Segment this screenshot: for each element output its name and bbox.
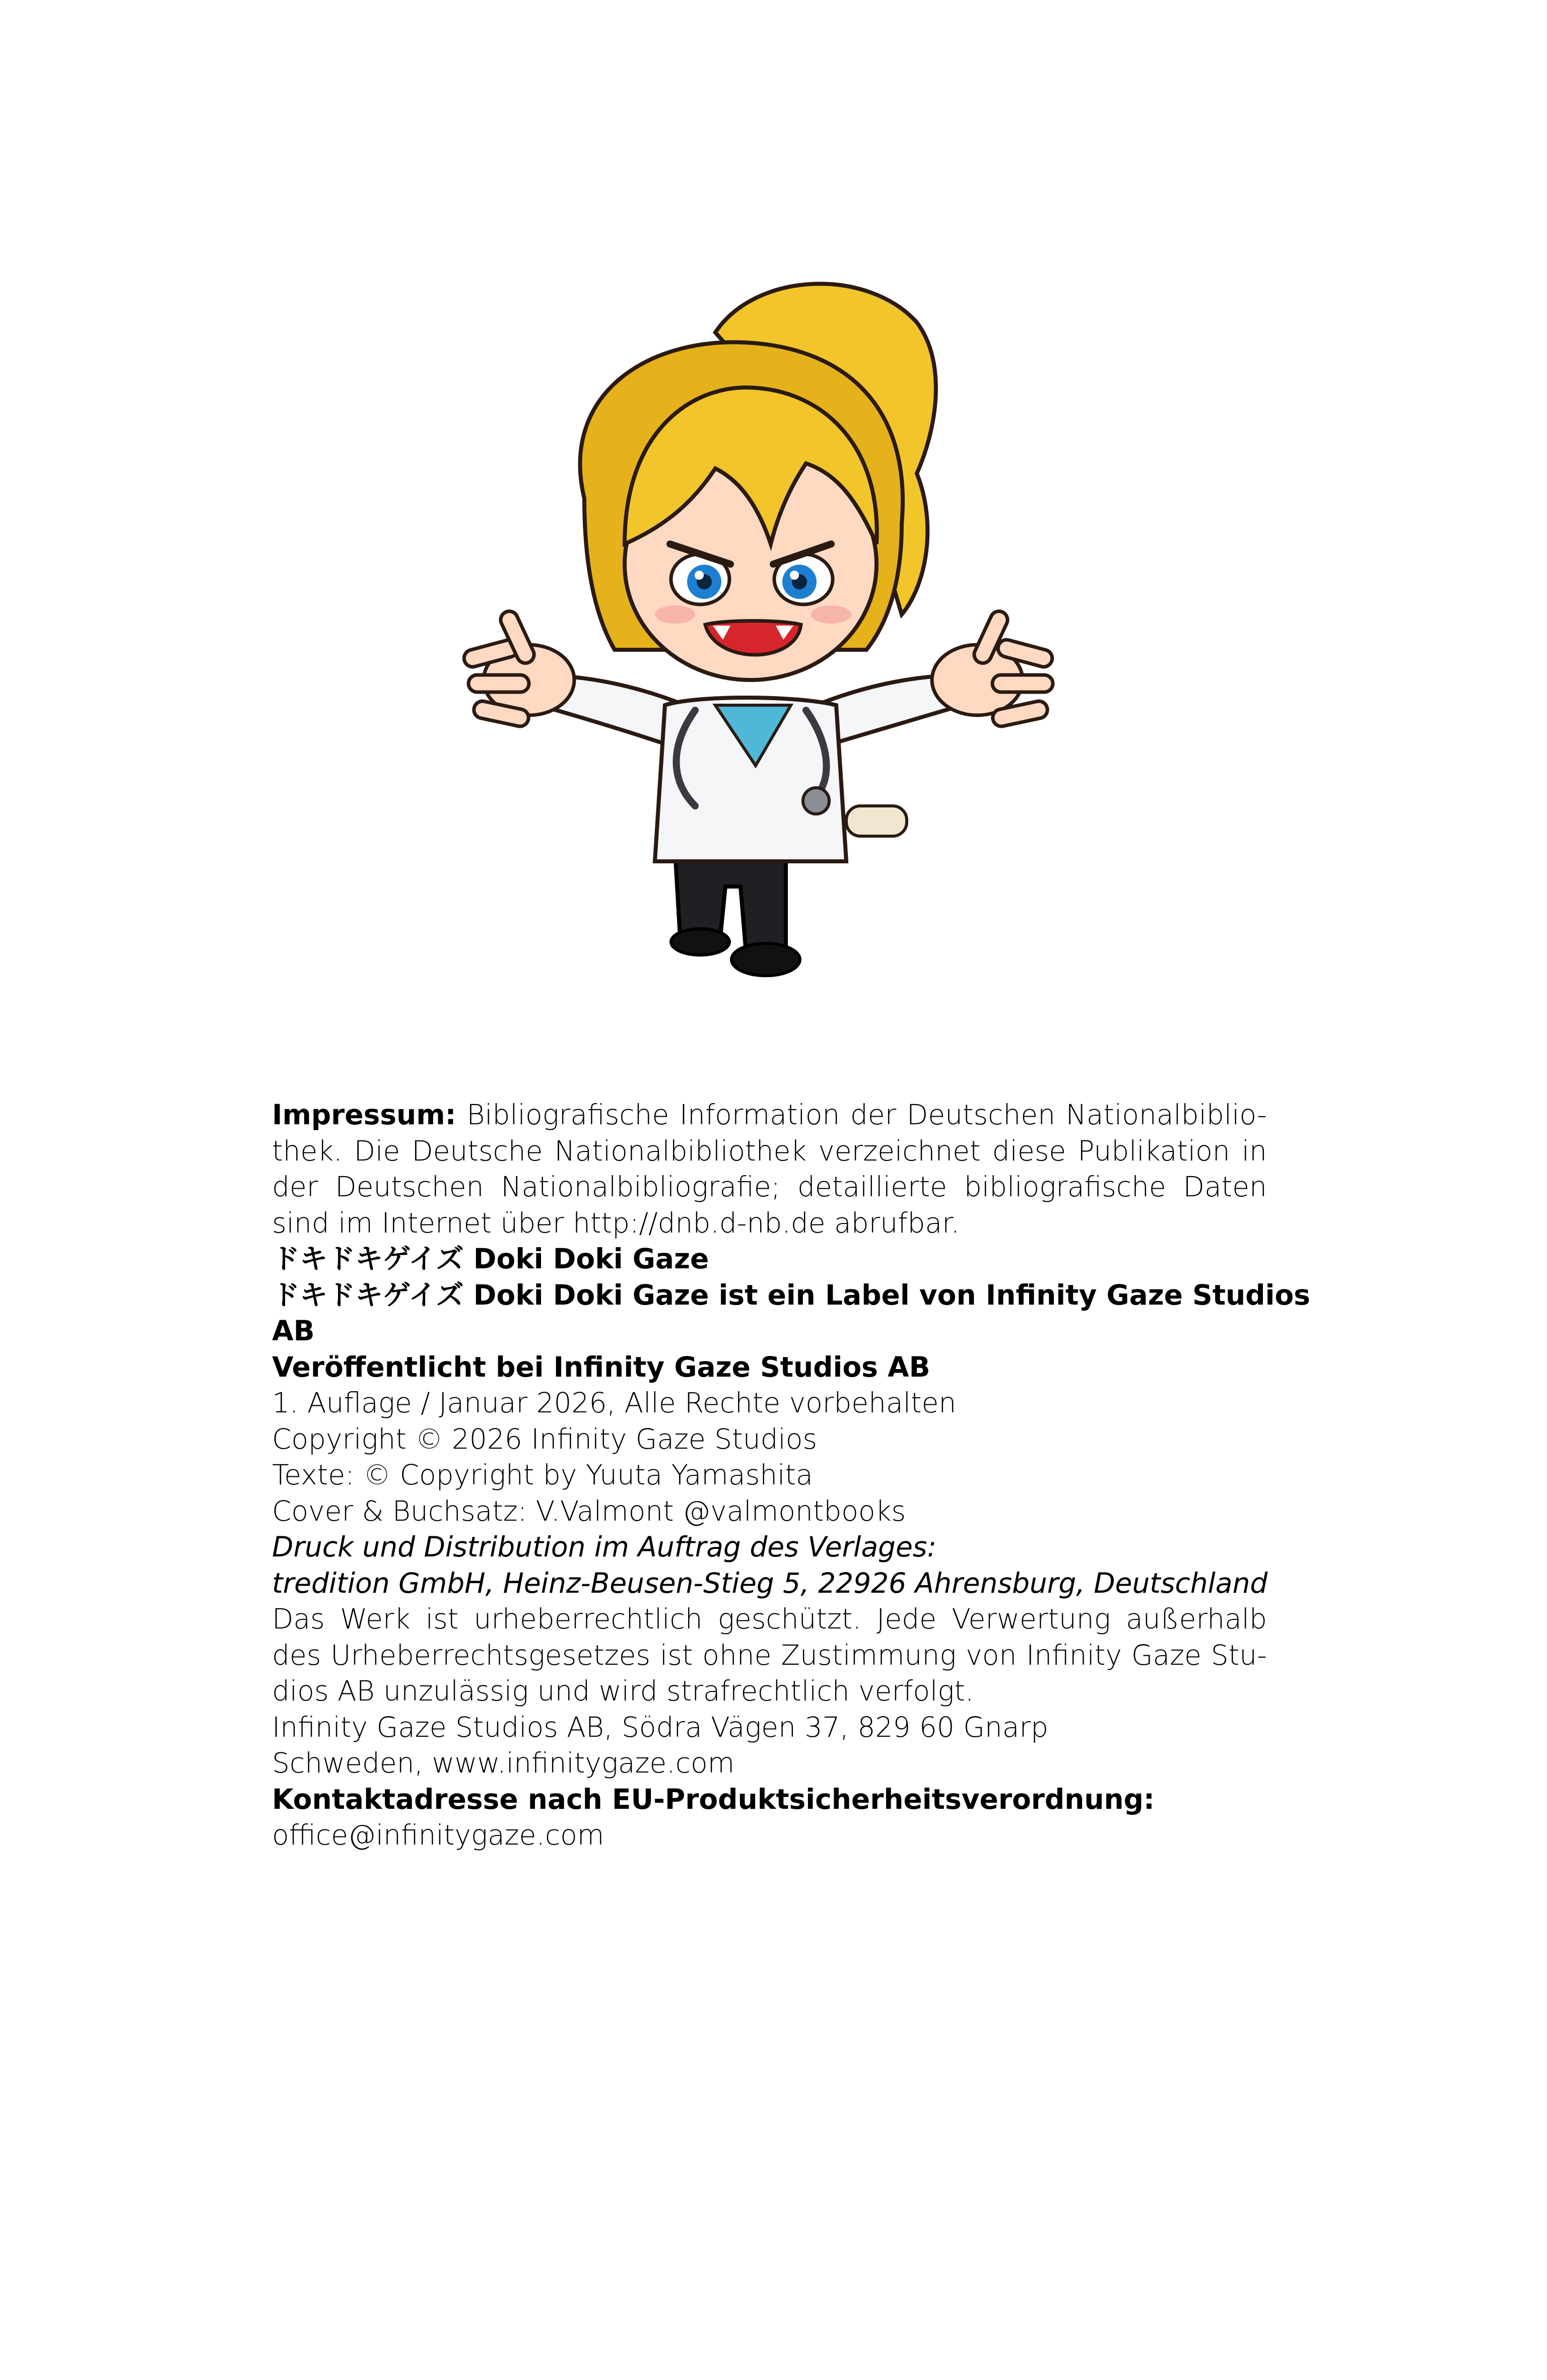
- bibliographic-line-2: thek. Die Deutsche Nationalbibliothek verzeichnet diese Publikation in: [272, 1134, 1267, 1167]
- publisher-line: Veröffentlicht bei Infinity Gaze Studios AB: [272, 1350, 930, 1383]
- law-line-1: Das Werk ist urheberrechtlich geschützt. Jede Verwertung außerhalb: [272, 1603, 1267, 1635]
- label-description-line-2: AB: [272, 1315, 315, 1347]
- cover-credit: Cover & Buchsatz: V.Valmont @valmontbooks: [272, 1494, 906, 1527]
- bibliographic-line-4: sind im Internet über http://dnb.d-nb.de abrufbar.: [272, 1206, 960, 1239]
- law-line-3: dios AB unzulässig und wird strafrechtlich verfolgt.: [272, 1675, 974, 1707]
- law-line-2: des Urheberrechtsgesetzes ist ohne Zustimmung von Infinity Gaze Stu-: [272, 1639, 1267, 1671]
- contact-label: Kontaktadresse nach EU-Produktsicherheitsverordnung:: [272, 1783, 1155, 1815]
- imprint-block: [272, 1097, 1310, 1854]
- copyright-line: Copyright © 2026 Infinity Gaze Studios: [272, 1422, 818, 1455]
- bibliographic-paragraph: [272, 1097, 1267, 1241]
- label-title: ドキドキゲイズ Doki Doki Gaze: [272, 1243, 709, 1275]
- copyright-law-paragraph: [272, 1601, 1267, 1710]
- print-distribution-line-1: Druck und Distribution im Auftrag des Verlages:: [272, 1531, 936, 1563]
- edition-line: 1. Auflage / Januar 2026, Alle Rechte vorbehalten: [272, 1387, 957, 1419]
- bibliographic-line-1: Impressum: Bibliografische Information der Deutschen Nationalbiblio-: [272, 1099, 1267, 1131]
- contact-email: office@infinitygaze.com: [272, 1819, 604, 1851]
- print-distribution-line-2: tredition GmbH, Heinz-Beusen-Stieg 5, 22926 Ahrensburg, Deutschland: [272, 1567, 1268, 1599]
- texts-credit: Texte: © Copyright by Yuuta Yamashita: [272, 1459, 813, 1491]
- bibliographic-line-3: der Deutschen Nationalbibliografie; detaillierte bibliografische Daten: [272, 1171, 1267, 1203]
- address-line-1: Infinity Gaze Studios AB, Södra Vägen 37, 829 60 Gnarp: [272, 1711, 1048, 1743]
- address-line-2: Schweden, www.infinitygaze.com: [272, 1747, 735, 1779]
- imprint-label: Impressum:: [272, 1099, 456, 1131]
- chibi-doctor-illustration: [433, 262, 1088, 987]
- label-description-line-1: ドキドキゲイズ Doki Doki Gaze ist ein Label von Infinity Gaze Studios: [272, 1278, 1310, 1311]
